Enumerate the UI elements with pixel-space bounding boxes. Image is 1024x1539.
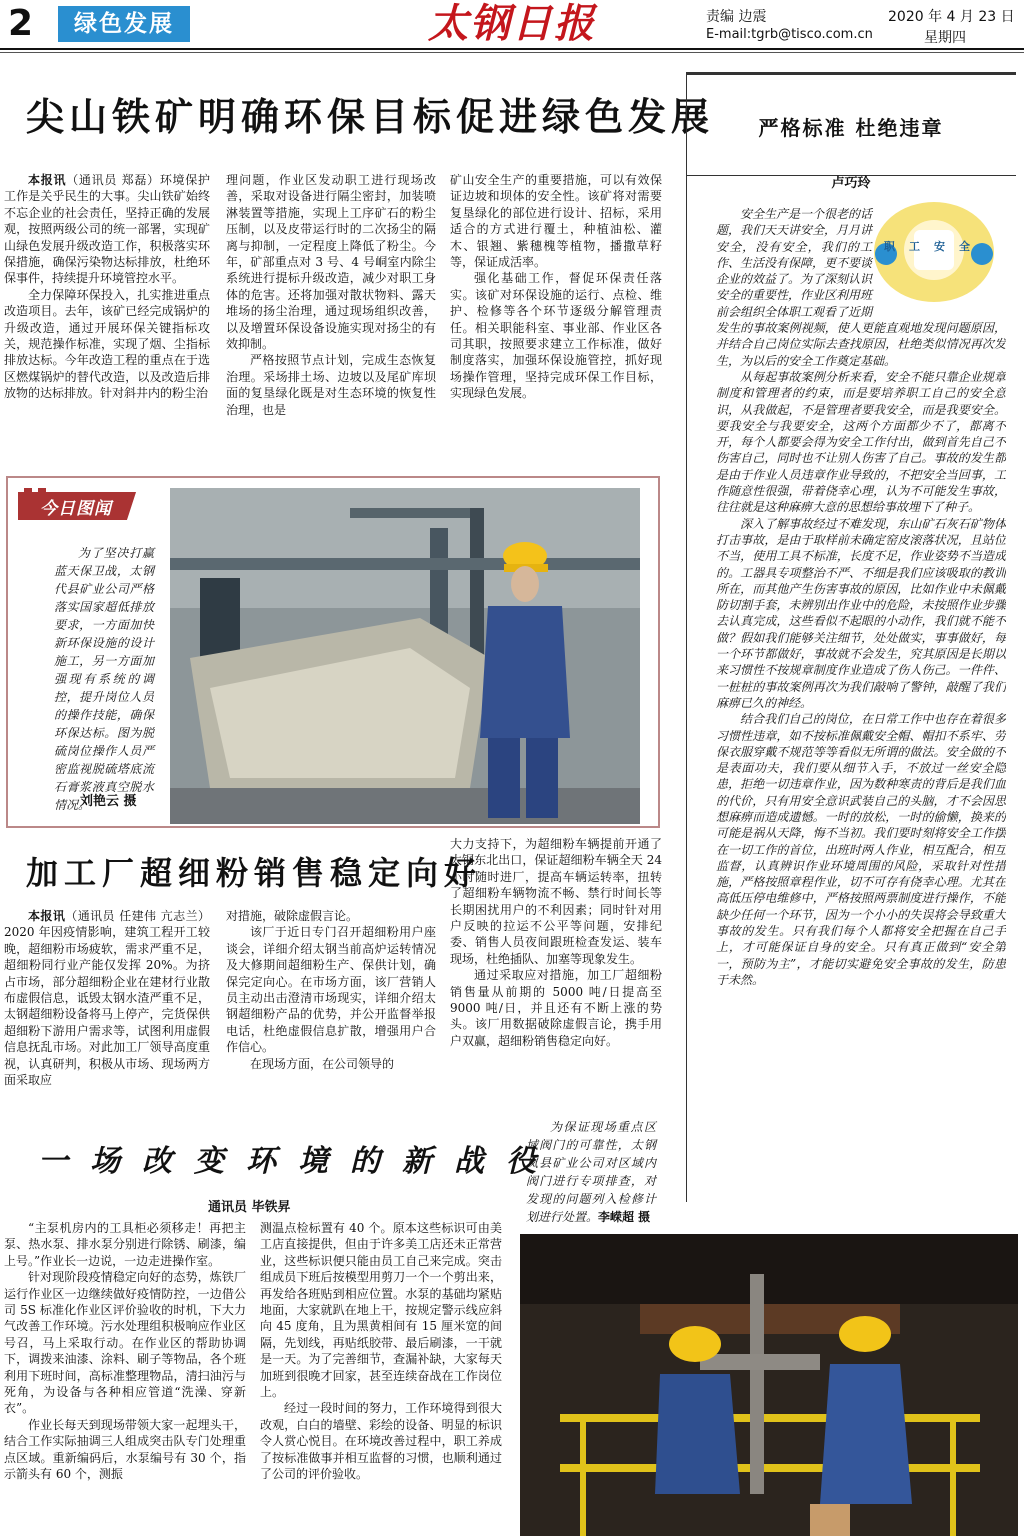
article1-byline: （通讯员 郑磊） [66,173,160,187]
article2-text-b: 对措施，破除虚假言论。 [226,909,359,923]
article1-text-a: 环境保护工作是关乎民生的大事。尖山铁矿始终不忘企业的社会责任，坚持正确的发展观，按照两级公司的统一部署，实现矿山绿色发展升级改造工作，积极落实环保措施，确保污染物达标排放，杜绝环保事件，持续提升环境管控水平。 [4,173,210,286]
article3-text-e: 经过一段时间的努力，工作环境得到很大改观，白白的墙壁、彩绘的设备、明显的标识令人赏心悦目。在环境改善过程中，职工养成了按标准做事并相互监督的习惯，也顺利通过了公司的评价验收。 [260,1401,502,1482]
article2-text-e: 大力支持下，为超细粉车辆提前开通了太钢东北出口，保证超细粉车辆全天 24 小时随时进厂，提高车辆运转率，扭转了超细粉车辆物流不畅、禁行时间长等长期困扰用户的不利因素；同时针对用户反映的拉运不公平等问题，安排纪委、销售人员夜间跟班检查发运、装车现场，杜绝插队、加塞等现象发生。 [450,837,662,966]
article2-col1 [4,908,210,1108]
masthead-rule-thin [0,52,1024,53]
article2-text-a: 2020 年因疫情影响，建筑工程开工较晚，超细粉市场疲软，需求严重不足，超细粉同行业产能仅发挥 20%。为挤占市场，部分超细粉企业在建材行业散布虚假信息，诋毁太钢水渣严重不足，太钢超细粉设备将马上停产，完货保供超细粉下游用户需求等，试图利用虚假信息抚乱市场。对此加工厂领导高度重视，认真研判，积极从市场、现场两方面采取应 [4,925,210,1088]
issue-weekday: 星期四 [924,30,966,46]
photo2-caption: 为保证现场重点区域阀门的可靠性，太钢岚县矿业公司对区域内阀门进行专项排查，对发现的问题列入检修计划进行处置。 [526,1120,656,1224]
section-tag-label: 绿色发展 [74,11,174,37]
article1-text-e: 矿山安全生产的重要措施，可以有效保证边坡和坝体的安全性。该矿将对需要复垦绿化的部位进行设计、招标，采用适合的方式进行覆土，种植油松、灌木、银翘、紫穗槐等植物，播撒草籽等，保证成活率。 [450,173,662,270]
sidebar-p4: 结合我们自己的岗位，在日常工作中也存在着很多习惯性违章，如不按标准佩戴安全帽、帽扣不系牢、劳保衣服穿戴不规范等等看似无所谓的做法。安全做的不是表面功夫，我们要从细节入手，不放过一丝安全隐患，拒绝一切违章作业，因为数种寒责的背后是我们血的代价，只有用安全意识武装自己的头脑，才不会因思想麻痹而造成遗憾。一时的放松，一时的偷懒，换来的可能是祸从天降，悔不当初。我们要时刻将安全工作摆在一切工作的首位，出班时两人作业，相互配合，相互监督，认真辨识作业环境周围的风险，采取针对性措施，严格按照章程作业，切不可存有侥幸心理。尤其在高低压停电维修中，严格按照两票制度进行操作，不能缺少任何一个环节，因为一个小小的失误将会导致重大事故的发生。只有我们每个人都将安全把握在自己手上，才可能保证自身的安全。只有真正做到“安全第一，预防为主”，才能切实避免安全事故的发生，防患于未然。 [716,712,1006,987]
photo-valve-inspection [520,1234,1018,1536]
safety-logo-label: 职工安全 [884,240,984,253]
sidebar-p2: 从每起事故案例分析来看，安全不能只靠企业规章制度和管理者的约束，而是要培养职工自己的安全意识，从我做起，不是管理者要我安全，而是我要安全。要我安全与我要安全，这两个方面都少不了，都离不开，每个人都要会得为安全工作付出，做到首先自己不伤害自己，同时也不让别人伤害了自己。事故的发生都是由于作业人员违章作业导致的，不把安全当回事，工作随意性很强，带着侥幸心理，认为不可能发生事故，往往就是这种麻痹大意的思想给事故埋下了种子。 [716,369,1006,515]
sidebar-p3: 深入了解事故经过不难发现，东山矿石灰石矿物体打击事故，是由于取样前未确定窑皮滚落状况，且站位不当，使用工具不标准，长度不足，作业姿势不当造成的。工器具专项整治不严、不细是我们应该吸取的教训所在，而其他产生伤害事故的原因，比如作业中未佩戴防切割手套，未辨别出作业中的危险，未按照作业步骤去认真完成，这些看似不起眼的小动作，我们就不能不做？假如我们能够关注细节，处处做实，事事做好，每一个环节都做好，事故就不会发生，究其原因是长期以来习惯性不按规章制度作业造成了伤人伤己。一件件、一桩桩的事故案例再次为我们敲响了警钟，敲醒了我们麻痹已久的神经。 [716,516,1006,710]
article2-dateline: 本报讯 [28,909,66,923]
photo-news-badge [18,486,148,526]
paper-name-logo: 太钢日报 [428,0,596,47]
photo-news-credit: 刘艳云 摄 [80,794,137,809]
article3-text-a: “主泵机房内的工具柜必须移走！再把主泵、热水泵、排水泵分别进行除锈、刷漆，编上号。”作业长一边说，一边走进操作室。 [4,1221,246,1268]
article2-title: 加工厂超细粉销售稳定向好 [26,854,483,892]
sidebar-body [716,206,1006,1196]
article3-text-b: 针对现阶段疫情稳定向好的态势，炼铁厂运行作业区一边继续做好疫情防控，一边借公司 5S 标准化作业区评价验收的时机，下大力气改善工作环境。污水处理组积极响应作业区号召，马上采取行动。在作业区的帮助协调下，调拨来油漆、涂料、刷子等物品，各个班利用下班时间，高标准整理物品，清扫油污与死角，为设备与各种相应管道“洗澡、穿新衣”。 [4,1270,246,1416]
article1-text-c: 理问题，作业区发动职工进行现场改善，采取对设备进行隔尘密封，加装喷淋装置等措施，实现上工序矿石的粉尘压制，以及皮带运行时的二次扬尘的隔离与抑制，一定程度上降低了粉尘。今年，矿部重点对 3 号、4 号峒室内除尘系统进行提标升级改造，减少对职工身体的危害。还将加强对散状物料、露天堆场的扬尘治理，通过现场组织改善，以及增置环保设备设施实现对扬尘的有效抑制。 [226,173,436,352]
article3-col2 [260,1220,502,1536]
article1-col2 [226,172,436,480]
article2-col3 [450,836,662,1108]
article2-text-c: 该厂于近日专门召开超细粉用户座谈会，详细介绍太钢当前高炉运转情况及大修期间超细粉生产、保供计划，确保完定向心。在市场方面，该厂营销人员主动出击澄清市场现实，详细介绍太钢超细粉产品的优势，并公开监督举报电话，杜绝虚假信息扩散，增强用户合作信心。 [226,925,436,1055]
page-number: 2 [8,3,34,44]
masthead-rule [0,48,1024,50]
article2-text-f: 通过采取应对措施，加工厂超细粉销售量从前期的 5000 吨/日提高至 9000 吨/日，并且还有不断上涨的势头。该厂用数据破除虚假言论，携手用户双赢，超细粉销售稳定向好。 [450,968,662,1048]
article2-byline: （通讯员 任建伟 亢志兰） [65,909,210,923]
article2-col2 [226,908,436,1108]
article1-title: 尖山铁矿明确环保目标促进绿色发展 [26,95,715,139]
article1-text-b: 全力保障环保投入，扎实推进重点改造项目。去年，该矿已经完成锅炉的升级改造，通过开展环保关键指标攻关，规范操作标准，实现了烟、尘指标排放达标。今年改造工程的重点在于选区燃煤锅炉的替代改造，以及改造后排放物的达标排放。针对斜井内的粉尘治 [4,287,210,401]
article3-col1 [4,1220,246,1536]
article1-col1 [4,172,210,480]
article3-text-c: 作业长每天到现场带领大家一起埋头干，结合工作实际抽调三人组成突击队专门处理重点区域。重新编码后，水泵编号有 30 个，指示箭头有 60 个，测振 [4,1417,246,1482]
editor-label: 责编 边震 [706,9,767,25]
article1-text-f: 强化基础工作，督促环保责任落实。该矿对环保设施的运行、点检、维护、检修等各个环节逐级分解管理责任。相关职能科室、事业部、作业区各司其职，按照要求建立工作标准，做好制度落实，加强环保设施管控，抓好现场操作管理，坚持完成环保工作目标，实现绿色发展。 [450,271,662,401]
sidebar-p1: 安全生产是一个很老的话题，我们天天讲安全，月月讲安全，没有安全，我们的工作、生活没有保障，更不要谈企业的效益了。为了深刻认识安全的重要性，作业区利用班前会组织全体职工观看了近期发生的事故案例视频，使人更能直观地发现问题原因，并结合自己岗位实际去查找原因，杜绝类似情况再次发生，为以后的安全工作奠定基础。 [716,207,1006,368]
photo-desulfurization [170,488,640,824]
email-label: E-mail:tgrb@tisco.com.cn [706,27,873,42]
sidebar-author: 卢巧玲 [831,176,871,191]
article2-text-d: 在现场方面，在公司领导的 [250,1056,395,1071]
photo2-credit: 李嵘超 摄 [598,1210,651,1224]
article1-col3 [450,172,662,480]
article1-dateline: 本报讯 [28,173,67,187]
article1-text-d: 严格按照节点计划，完成生态恢复治理。采场排土场、边坡以及尾矿库坝面的复垦绿化既是对生态环境的恢复性治理，也是 [226,353,436,417]
article3-title: 一场改变环境的新战役 [38,1144,558,1179]
article3-text-d: 测温点检标置有 40 个。原本这些标识可由美工店直接提供，但由于许多美工店还未正常营业，这些标识便只能由员工自己来完成。突击组成员下班后按模型用剪刀一个一个剪出来，再发给各班贴到相应位置。水泵的基础均紧贴地面，大家就趴在地上干，按规定警示线应斜向 45 度角，且为黑黄相间有 15 厘米宽的间隔，先划线，再贴纸胶带、最后刷漆，一干就是一天。为了完善细节，查漏补缺，大家每天加班到很晚才回家，甚至连续奋战在工作岗位上。 [260,1221,502,1400]
article3-byline: 通讯员 毕铁昇 [208,1200,291,1215]
sidebar-title: 严格标准 杜绝违章 [758,116,944,140]
photo-news-badge-label: 今日图闻 [40,499,112,519]
photo-news-caption: 为了坚决打赢蓝天保卫战，太钢代县矿业公司严格落实国家超低排放要求，一方面加快新环保设施的设计施工，另一方面加强现有系统的调控，提升岗位人员的操作技能，确保环保达标。图为脱硫岗位操作人员严密监视脱硫塔底流石膏浆液真空脱水情况。 [54,546,154,812]
issue-date: 2020 年 4 月 23 日 [888,9,1015,25]
